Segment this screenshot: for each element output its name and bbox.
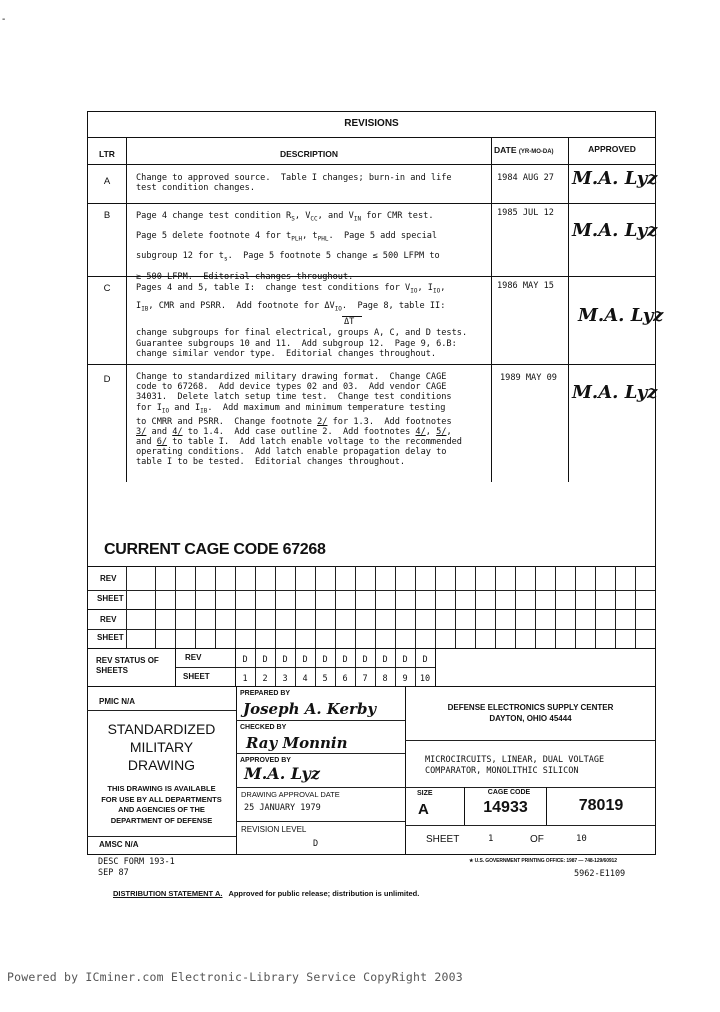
approved-signature: M.A. Lyz [244, 764, 320, 783]
col-date-label: DATE [494, 145, 517, 155]
footnote-ref: 4/ [172, 426, 183, 437]
rev-status-sheet-value: 10 [419, 674, 431, 684]
rev-status-sheet-value: 4 [302, 674, 308, 684]
desc-subscript: IO [161, 407, 170, 415]
rev-status-rev-value: D [242, 655, 248, 665]
rev-row-ltr: C [103, 283, 111, 294]
rev-status-rev-value: D [302, 655, 308, 665]
desc-subscript: IO [334, 305, 342, 313]
grid-column-line [195, 566, 196, 648]
approval-signature: M.A. Lyz [572, 220, 658, 241]
desc-line: 34031. Delete latch setup time test. Change test conditions [136, 392, 452, 403]
footnote-ref: 6/ [156, 436, 168, 447]
agency-name: DEFENSE ELECTRONICS SUPPLY CENTER [447, 703, 614, 712]
sheet-label: SHEET [426, 834, 460, 845]
availability-line: AND AGENCIES OF THE [118, 805, 205, 814]
desc-text: and [146, 426, 173, 437]
desc-text: I [136, 300, 142, 311]
current-cage-code: CURRENT CAGE CODE 67268 [104, 541, 326, 558]
desc-text: . Add maximum and minimum temperature testing [207, 402, 446, 413]
rev-row-date: 1989 MAY 09 [500, 373, 557, 383]
sheet-number: 1 [488, 834, 494, 844]
rev-status-rev-value: D [262, 655, 268, 665]
desc-text: , [440, 283, 446, 293]
desc-line: Guarantee subgroups 10 and 11. Add subgroup 12. Page 9, 6.B: [136, 338, 457, 349]
grid-column-line [515, 566, 516, 648]
corner-mark: - [2, 14, 6, 25]
grid-label: SHEET [97, 633, 124, 642]
rev-status-sheet-value: 1 [242, 674, 248, 684]
desc-text: Page 4 change test condition R [136, 211, 292, 221]
col-ltr-header: LTR [99, 149, 115, 159]
footnote-ref: 5/ [436, 426, 447, 437]
footnote-ref: 4/ [415, 426, 426, 437]
grid-column-line [355, 566, 356, 648]
footnote-ref: 3/ [136, 426, 147, 437]
rev-status-rev-value: D [402, 655, 408, 665]
pmic-label: PMIC N/A [99, 697, 135, 706]
approval-date-label: DRAWING APPROVAL DATE [241, 790, 340, 799]
size-label: SIZE [417, 790, 433, 797]
checked-signature: Ray Monnin [246, 734, 348, 752]
desc-text: , t [302, 231, 318, 242]
grid-column-line [635, 566, 636, 648]
desc-line: code to 67268. Add device types 02 and 03. Add vendor CAGE [136, 382, 447, 393]
desc-text: subgroup 12 for t [136, 251, 224, 262]
grid-column-line [255, 566, 256, 648]
desc-subscript: PHL [317, 235, 329, 243]
desc-subscript: PLH [291, 235, 303, 243]
revision-level-label: REVISION LEVEL [241, 825, 307, 834]
grid-column-line [275, 566, 276, 648]
grid-column-line [455, 566, 456, 648]
rev-status-sheet-value: 6 [342, 674, 348, 684]
grid-column-line [175, 566, 176, 648]
rev-status-label: REV STATUS OF SHEETS [96, 656, 159, 675]
rev-row-description [136, 173, 452, 193]
footnote-ref: 2/ [317, 416, 328, 427]
grid-column-line [575, 566, 576, 648]
title-line: STANDARDIZED [107, 721, 216, 737]
desc-text: . Page 5 add special [328, 231, 438, 242]
size-value: A [418, 801, 429, 818]
desc-text: , and V [317, 211, 354, 221]
rev-status-rev-value: D [322, 655, 328, 665]
grid-column-line [155, 566, 156, 648]
grid-column-line [335, 566, 336, 648]
desc-text: to CMRR and PSRR. Change footnote [136, 416, 318, 427]
desc-line: change subgroups for final electrical, groups A, C, and D tests. [136, 328, 468, 339]
approval-signature: M.A. Lyz [578, 305, 664, 326]
grid-column-line [495, 566, 496, 648]
grid-label: REV [100, 574, 117, 583]
rev-status-sheet-value: 3 [282, 674, 288, 684]
rev-row-description [136, 372, 462, 468]
grid-column-line [235, 566, 236, 648]
item-title-line: MICROCIRCUITS, LINEAR, DUAL VOLTAGE [425, 755, 605, 765]
desc-line: Change to standardized military drawing format. Change CAGE [136, 372, 447, 382]
desc-text: to 1.4. Add case outline 2. Add footnotes [182, 426, 416, 437]
distribution-statement [113, 889, 419, 898]
desc-line: operating conditions. Add latch enable propagation delay to [136, 447, 447, 458]
agency-block [406, 702, 655, 724]
cage-code-label: CAGE CODE [487, 789, 531, 796]
total-sheets: 10 [576, 834, 587, 844]
desc-line: change similar vendor type. Editorial changes throughout. [136, 348, 437, 359]
grid-column-line [295, 566, 296, 648]
rev-status-rev-value: D [382, 655, 388, 665]
grid-column-line [595, 566, 596, 648]
grid-column-line [126, 566, 127, 648]
desc-line: table I to be tested. Editorial changes throughout. [136, 457, 406, 468]
desc-line: test condition changes. [136, 183, 255, 194]
approved-by-label: APPROVED BY [240, 757, 291, 764]
distribution-label: DISTRIBUTION STATEMENT A. [113, 889, 223, 898]
grid-label: SHEET [97, 594, 124, 603]
grid-column-line [395, 566, 396, 648]
grid-column-line [615, 566, 616, 648]
rev-status-sheet-value: 8 [382, 674, 388, 684]
desc-subscript: IB [141, 305, 149, 313]
desc-text: and I [169, 402, 201, 413]
desc-text: , [446, 426, 452, 437]
rev-row-ltr: D [103, 374, 111, 385]
watermark: Powered by ICminer.com Electronic-Library Service CopyRight 2003 [7, 970, 463, 984]
approval-signature: M.A. Lyz [572, 382, 658, 403]
desc-subscript: S [291, 215, 295, 223]
col-approved-header: APPROVED [588, 144, 636, 154]
grid-column-line [555, 566, 556, 648]
rev-status-rev-label: REV [185, 653, 202, 662]
desc-text: for I [136, 402, 162, 413]
desc-subscript: s [223, 256, 228, 264]
rev-status-sheet-value: 2 [262, 674, 268, 684]
rev-row-date: 1984 AUG 27 [497, 173, 554, 183]
approval-signature: M.A. Lyz [572, 168, 658, 189]
rev-status-sheet-label: SHEET [183, 672, 210, 681]
approval-date: 25 JANUARY 1979 [244, 803, 321, 813]
col-date-format: (YR-MO-DA) [518, 149, 554, 155]
item-title-line: COMPARATOR, MONOLITHIC SILICON [425, 766, 579, 776]
grid-column-line [435, 566, 436, 648]
desc-text: to table I. Add latch enable voltage to the recommended [167, 436, 462, 447]
rev-status-rev-value: D [422, 655, 428, 665]
col-date-header [494, 145, 568, 155]
col-description-header: DESCRIPTION [279, 149, 339, 159]
prepared-signature: Joseph A. Kerby [243, 700, 377, 718]
desc-text: , V [294, 211, 311, 221]
desc-text: , I [417, 283, 433, 293]
delta-t-denominator: ΔT [342, 316, 362, 328]
grid-label: REV [100, 615, 117, 624]
form-date-line: SEP 87 [98, 868, 129, 878]
cage-code-value: 14933 [483, 799, 528, 816]
desc-text: , CMR and PSRR. Add footnote for ΔV [148, 300, 335, 311]
rev-status-rev-value: D [282, 655, 288, 665]
grid-column-line [315, 566, 316, 648]
desc-line: Change to approved source. Table I changes; burn-in and life [136, 173, 452, 183]
prepared-by-label: PREPARED BY [240, 690, 291, 697]
gpo-notice: ★ U.S. GOVERNMENT PRINTING OFFICE: 1987 — 748-129/60912 [469, 858, 617, 864]
rev-status-rev-value: D [342, 655, 348, 665]
desc-subscript: IB [200, 407, 208, 415]
grid-column-line [535, 566, 536, 648]
std-mil-drawing-title [88, 720, 235, 774]
grid-column-line [215, 566, 216, 648]
rev-row-description [136, 208, 440, 285]
revision-level: D [313, 839, 319, 849]
rev-status-rev-value: D [362, 655, 368, 665]
of-label: OF [530, 834, 544, 845]
agency-address: DAYTON, OHIO 45444 [489, 714, 572, 723]
desc-text: for 1.3. Add footnotes [327, 416, 452, 427]
rev-status-sheet-value: 5 [322, 674, 328, 684]
desc-text: . Page 5 footnote 5 change ≤ 500 LFPM to [227, 251, 440, 262]
availability-line: THIS DRAWING IS AVAILABLE [107, 784, 216, 793]
desc-text: ≥ 500 LFPM. Editorial changes throughout. [136, 271, 354, 282]
desc-subscript: IO [432, 287, 441, 295]
rev-row-date: 1985 JUL 12 [497, 208, 554, 218]
amsc-label: AMSC N/A [99, 840, 139, 849]
desc-text: and [136, 436, 157, 447]
revisions-title: REVISIONS [344, 118, 399, 129]
rev-row-description [136, 281, 467, 359]
desc-subscript: IO [410, 287, 418, 295]
document-number: 5962-E1109 [574, 869, 626, 879]
drawing-number: 78019 [578, 797, 624, 814]
checked-by-label: CHECKED BY [240, 724, 287, 731]
form-number-line: DESC FORM 193-1 [98, 857, 175, 867]
availability-line: DEPARTMENT OF DEFENSE [110, 815, 213, 825]
availability-line: FOR USE BY ALL DEPARTMENTS [101, 794, 222, 804]
item-title [425, 755, 604, 777]
form-number [98, 857, 175, 879]
rev-row-ltr: B [103, 210, 111, 221]
desc-subscript: CC [310, 215, 318, 223]
title-line: MILITARY [129, 739, 194, 755]
grid-column-line [475, 566, 476, 648]
rev-row-ltr: A [103, 176, 111, 187]
distribution-text: Approved for public release; distribution is unlimited. [228, 889, 420, 898]
title-line: DRAWING [127, 757, 196, 773]
desc-text: , [425, 426, 437, 437]
availability-statement [88, 784, 235, 826]
desc-text: Page 5 delete footnote 4 for t [136, 231, 292, 242]
desc-subscript: IN [353, 215, 362, 223]
grid-column-line [375, 566, 376, 648]
rev-status-sheet-value: 9 [402, 674, 408, 684]
rev-status-sheet-value: 7 [362, 674, 368, 684]
desc-text: . Page 8, table II: [341, 300, 446, 311]
rev-row-date: 1986 MAY 15 [497, 281, 554, 291]
grid-column-line [415, 566, 416, 648]
desc-text: for CMR test. [361, 211, 434, 221]
desc-text: Pages 4 and 5, table I: change test conditions for V [136, 283, 411, 293]
